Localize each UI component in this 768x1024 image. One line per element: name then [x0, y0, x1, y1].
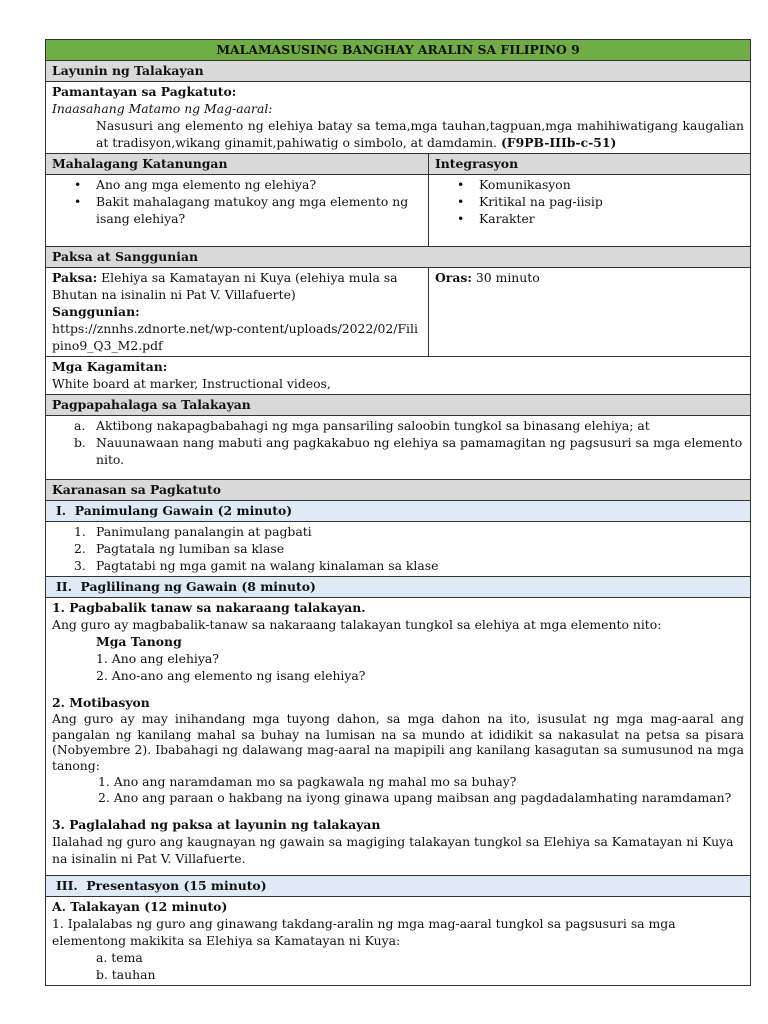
- item-number: 2.: [74, 541, 86, 556]
- paksa-text: Elehiya sa Kamatayan ni Kuya (elehiya mula sa Bhutan na isinalin ni Pat V. Villafuerte): [52, 270, 398, 302]
- list-item: [52, 434, 744, 468]
- item-text: Pagtatala ng lumiban sa klase: [96, 541, 285, 556]
- presentasyon-heading: [46, 875, 751, 896]
- roman-numeral: III.: [56, 877, 78, 893]
- motibasyon-text: Ang guro ay may inihandang mga tuyong dahon, sa mga dahon na ito, isusulat ng mga mag-aaral ang pangalan ng kanilang mahal sa buhay na lumisan na sa mundo at ididikit sa nakasulat na petsa sa pisara (Nobyembre 2). Ibabahagi ng dalawang mag-aaral na mapipili ang kanilang kasagutan sa sumusunod na mga tanong:: [52, 711, 745, 773]
- balik-tanaw-text: Ang guro ay magbabalik-tanaw sa nakaraang talakayan tungkol sa elehiya at mga elemento nito:: [52, 617, 662, 632]
- paglilinang-heading: [46, 577, 751, 598]
- talakayan-text: 1. Ipalalabas ng guro ang ginawang takdang-aralin ng mga mag-aaral tungkol sa pagsusuri sa mga elementong makikita sa Elehiya sa Kamatayan ni Kuya:: [52, 915, 676, 948]
- mahalagang-list: [52, 176, 422, 227]
- paglalahad-text: Ilalahad ng guro ang kaugnayan ng gawain sa magiging talakayan tungkol sa Elehiya sa Kamatayan ni Kuya na isinalin ni Pat V. Villafuerte.: [52, 833, 734, 866]
- lesson-plan-document: [45, 39, 750, 986]
- objective-text: [52, 117, 744, 151]
- paksa-label: Paksa:: [52, 270, 98, 285]
- balik-tanaw-title: 1. Pagbabalik tanaw sa nakaraang talakayan.: [52, 600, 366, 615]
- motibasyon-item: 2. Ano ang paraan o hakbang na iyong ginawa upang maibsan ang pagdadalamhating naramdaman?: [98, 790, 732, 805]
- list-item: • Bakit mahalagang matukoy ang mga elemento ng isang elehiya?: [52, 193, 422, 227]
- talakayan-title: A. Talakayan (12 minuto): [52, 898, 228, 914]
- element-item: b. tauhan: [96, 966, 156, 982]
- pagpapahalaga-list: [52, 417, 744, 468]
- kagamitan-cell: [46, 357, 751, 395]
- list-item: • Kritikal na pag-iisip: [435, 193, 744, 210]
- document-title: MALAMASUSING BANGHAY ARALIN SA FILIPINO 9: [46, 40, 751, 61]
- list-item: • Komunikasyon: [435, 176, 744, 193]
- mahalagang-cell: [46, 175, 429, 247]
- item-number: 3.: [74, 558, 86, 573]
- integrasyon-cell: [429, 175, 751, 247]
- paglilinang-cell: [46, 598, 751, 876]
- tanong-item: 2. Ano-ano ang elemento ng isang elehiya?: [96, 668, 366, 683]
- karanasan-heading: Karanasan sa Pagkatuto: [46, 480, 751, 501]
- mga-tanong-label: Mga Tanong: [96, 634, 182, 649]
- competency-code: (F9PB-IIIb-c-51): [500, 135, 617, 150]
- panimulang-list: [52, 523, 744, 574]
- paglilinang-title: Paglilinang ng Gawain (8 minuto): [80, 579, 316, 594]
- lesson-plan-table: [45, 39, 751, 986]
- list-item: [52, 523, 744, 540]
- layunin-heading: Layunin ng Talakayan: [46, 61, 751, 82]
- motibasyon-item: 1. Ano ang naramdaman mo sa pagkawala ng mahal mo sa buhay?: [98, 774, 517, 789]
- panimulang-title: Panimulang Gawain (2 minuto): [74, 503, 293, 518]
- pamantayan-label: Pamantayan sa Pagkatuto:: [52, 84, 237, 99]
- list-item: [52, 540, 744, 557]
- item-letter: a.: [74, 418, 86, 433]
- oras-label: Oras:: [435, 270, 472, 285]
- inaasahang-label: Inaasahang Matamo ng Mag-aaral:: [52, 101, 273, 116]
- kagamitan-text: White board at marker, Instructional videos,: [52, 376, 331, 391]
- item-letter: b.: [74, 435, 86, 450]
- list-item: • Ano ang mga elemento ng elehiya?: [52, 176, 422, 193]
- list-item: • Karakter: [435, 210, 744, 227]
- item-text: Panimulang panalangin at pagbati: [96, 524, 312, 539]
- oras-cell: [429, 268, 751, 357]
- presentasyon-cell: [46, 896, 751, 985]
- kagamitan-label: Mga Kagamitan:: [52, 359, 168, 374]
- list-item: [52, 417, 744, 434]
- integrasyon-heading: Integrasyon: [429, 154, 751, 175]
- paglalahad-title: 3. Paglalahad ng paksa at layunin ng talakayan: [52, 816, 381, 832]
- item-text: Nauunawaan nang mabuti ang pagkakabuo ng elehiya sa pamamagitan ng pagsusuri sa mga elemento nito.: [96, 435, 743, 467]
- integrasyon-list: [435, 176, 744, 227]
- item-text: Pagtatabi ng mga gamit na walang kinalaman sa klase: [96, 558, 439, 573]
- list-item: [52, 557, 744, 574]
- sanggunian-link[interactable]: https://znnhs.zdnorte.net/wp-content/uploads/2022/02/Filipino9_Q3_M2.pdf: [52, 321, 418, 353]
- panimulang-cell: [46, 522, 751, 577]
- paksa-heading: Paksa at Sanggunian: [46, 247, 751, 268]
- paksa-cell: [46, 268, 429, 357]
- item-number: 1.: [74, 524, 86, 539]
- presentasyon-title: Presentasyon (15 minuto): [86, 877, 267, 893]
- element-item: a. tema: [96, 949, 143, 965]
- roman-numeral: II.: [56, 579, 72, 594]
- tanong-item: 1. Ano ang elehiya?: [96, 651, 219, 666]
- pagpapahalaga-cell: [46, 416, 751, 480]
- sanggunian-label: Sanggunian:: [52, 304, 140, 319]
- roman-numeral: I.: [56, 503, 67, 518]
- item-text: Aktibong nakapagbabahagi ng mga pansariling saloobin tungkol sa binasang elehiya; at: [96, 418, 650, 433]
- objective-body: Nasusuri ang elemento ng elehiya batay sa tema,mga tauhan,tagpuan,mga mahihiwatigang kaugalian at tradisyon,wikang ginamit,pahiwatig o simbolo, at damdamin.: [96, 118, 745, 150]
- layunin-section: [46, 82, 751, 154]
- oras-text: 30 minuto: [475, 270, 540, 285]
- mahalagang-heading: Mahalagang Katanungan: [46, 154, 429, 175]
- motibasyon-title: 2. Motibasyon: [52, 695, 150, 710]
- pagpapahalaga-heading: Pagpapahalaga sa Talakayan: [46, 395, 751, 416]
- paksa-line: [52, 269, 422, 303]
- panimulang-heading: [46, 501, 751, 522]
